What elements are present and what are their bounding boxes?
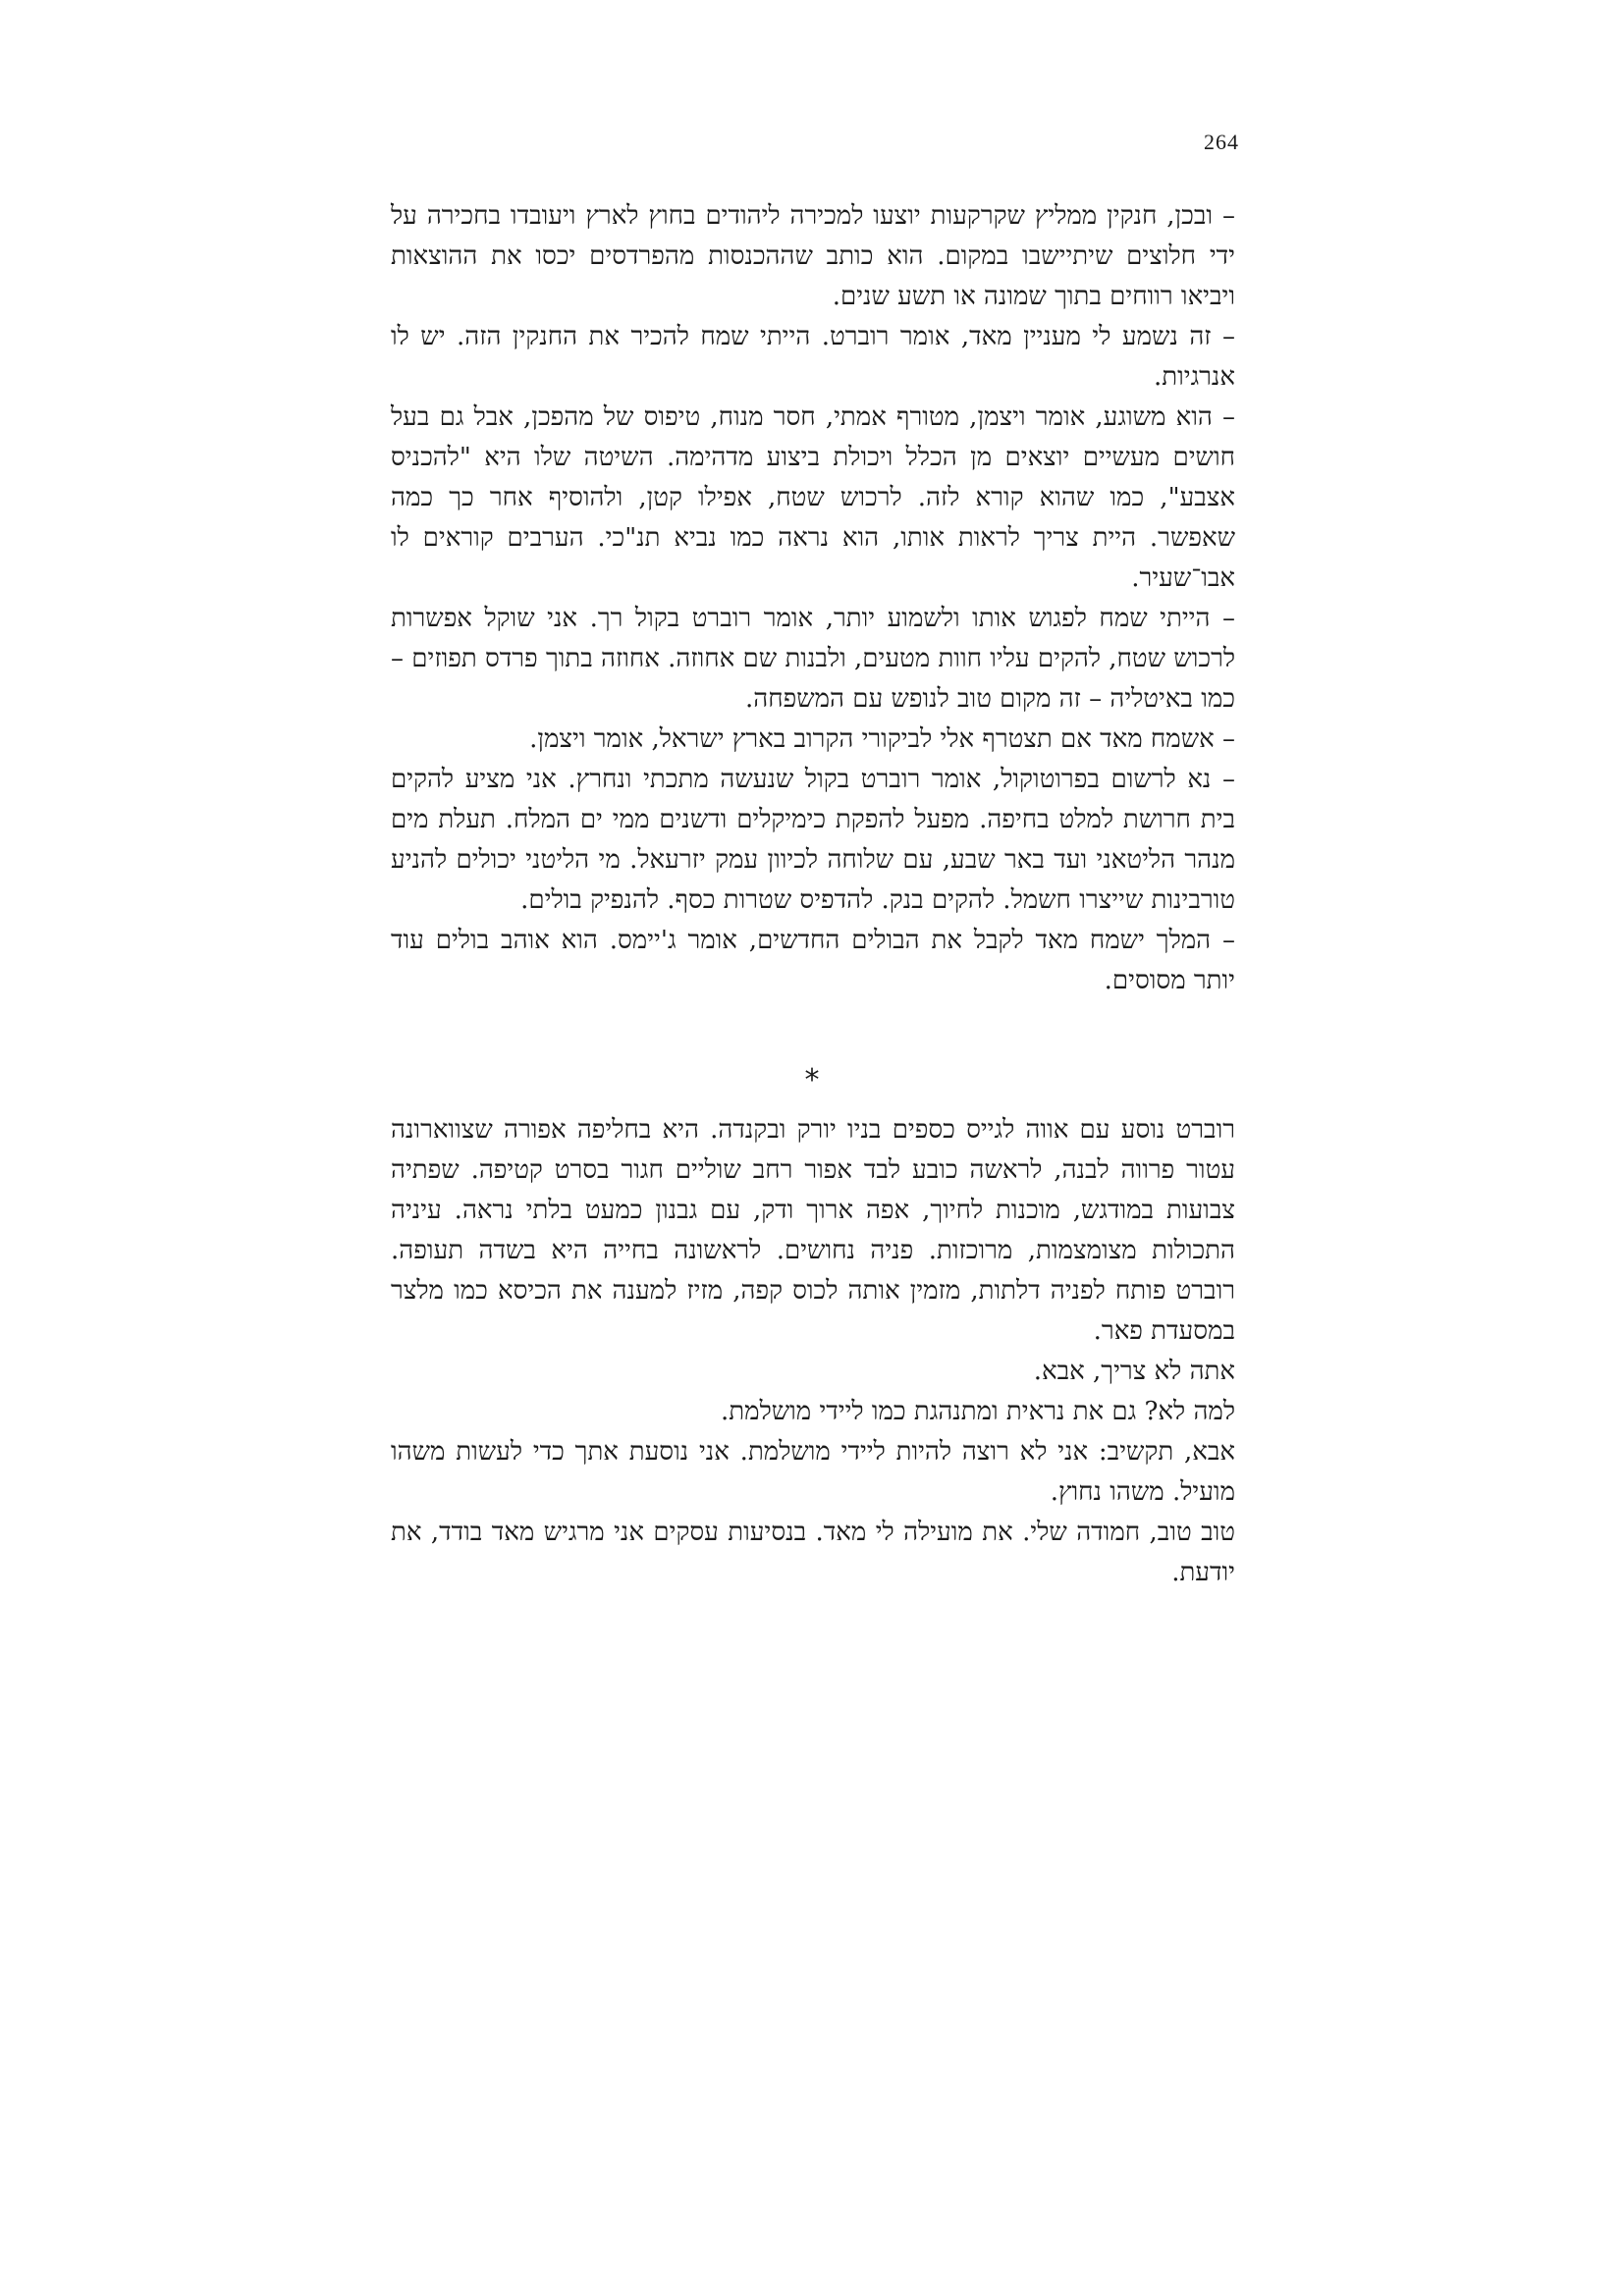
paragraph: אתה לא צריך, אבא. bbox=[1033, 1357, 1235, 1386]
paragraph: רוברט נוסע עם אווה לגייס כספים בניו יורק ובקנדה. היא בחליפה אפורה שצווארונה עטור פרווה לבנה, לראשה כובע לבד אפור רחב שוליים חגור בסרט קטיפה. שפתיה צבועות במודגש, מוכנות לחיוך, אפה ארוך ודק, עם גבנון כמעט בלתי נראה. עיניה התכולות מצומצמות, מרוכזות. פניה נחושים. לראשונה בחייה היא בשדה תעופה. רוברט פותח לפניה דלתות, מזמין אותה לכוס קפה, מזיז למענה את הכיסא כמו מלצר במסעדת פאר. bbox=[391, 1115, 1235, 1346]
paragraph: – הייתי שמח לפגוש אותו ולשמוע יותר, אומר רוברט בקול רך. אני שוקל אפשרות לרכוש שטח, להקים עליו חוות מטעים, ולבנות שם אחוזה. אחוזה בתוך פרדס תפוזים – כמו באיטליה – זה מקום טוב לנופש עם המשפחה. bbox=[391, 604, 1235, 714]
paragraph: – נא לרשום בפרוטוקול, אומר רוברט בקול שנעשה מתכתי ונחרץ. אני מציע להקים בית חרושת למלט בחיפה. מפעל להפקת כימיקלים ודשנים ממי ים המלח. תעלת מים מנהר הליטאני ועד באר שבע, עם שלוחה לכיוון עמק יזרעאל. מי הליטני יכולים להניע טורבינות שייצרו חשמל. להקים בנק. להדפיס שטרות כסף. להנפיק בולים. bbox=[391, 765, 1235, 915]
paragraph: אבא, תקשיב: אני לא רוצה להיות ליידי מושלמת. אני נוסעת אתך כדי לעשות משהו מועיל. משהו נחוץ. bbox=[391, 1437, 1235, 1507]
scene-section bbox=[391, 1110, 1235, 1593]
paragraph: – זה נשמע לי מעניין מאד, אומר רוברט. הייתי שמח להכיר את החנקין הזה. יש לו אנרגיות. bbox=[391, 322, 1235, 392]
paragraph: – אשמח מאד אם תצטרף אלי לביקורי הקרוב בארץ ישראל, אומר ויצמן. bbox=[529, 724, 1235, 754]
paragraph: – המלך ישמח מאד לקבל את הבולים החדשים, אומר ג'יימס. הוא אוהב בולים עוד יותר מסוסים. bbox=[391, 926, 1235, 995]
section-break-asterisk: * bbox=[804, 1063, 820, 1097]
paragraph: למה לא? גם את נראית ומתנהגת כמו ליידי מושלמת. bbox=[721, 1397, 1235, 1426]
page-number: 264 bbox=[1204, 130, 1239, 154]
paragraph: – ובכן, חנקין ממליץ שקרקעות יוצעו למכירה ליהודים בחוץ לארץ ויעובדו בחכירה על ידי חלוצים שיתיישבו במקום. הוא כותב שההכנסות מהפרדסים יכסו את ההוצאות ויביאו רווחים בתוך שמונה או תשע שנים. bbox=[391, 201, 1235, 311]
paragraph: – הוא משוגע, אומר ויצמן, מטורף אמתי, חסר מנוח, טיפוס של מהפכן, אבל גם בעל חושים מעשיים יוצאים מן הכלל ויכולת ביצוע מדהימה. השיטה שלו היא "להכניס אצבע", כמו שהוא קורא לזה. לרכוש שטח, אפילו קטן, ולהוסיף אחר כך כמה שאפשר. היית צריך לראות אותו, הוא נראה כמו נביא תנ"כי. הערבים קוראים לו אבו־שעיר. bbox=[391, 402, 1235, 593]
paragraph: טוב טוב, חמודה שלי. את מועילה לי מאד. בנסיעות עסקים אני מרגיש מאד בודד, את יודעת. bbox=[391, 1518, 1235, 1587]
dialogue-section bbox=[391, 196, 1235, 1001]
